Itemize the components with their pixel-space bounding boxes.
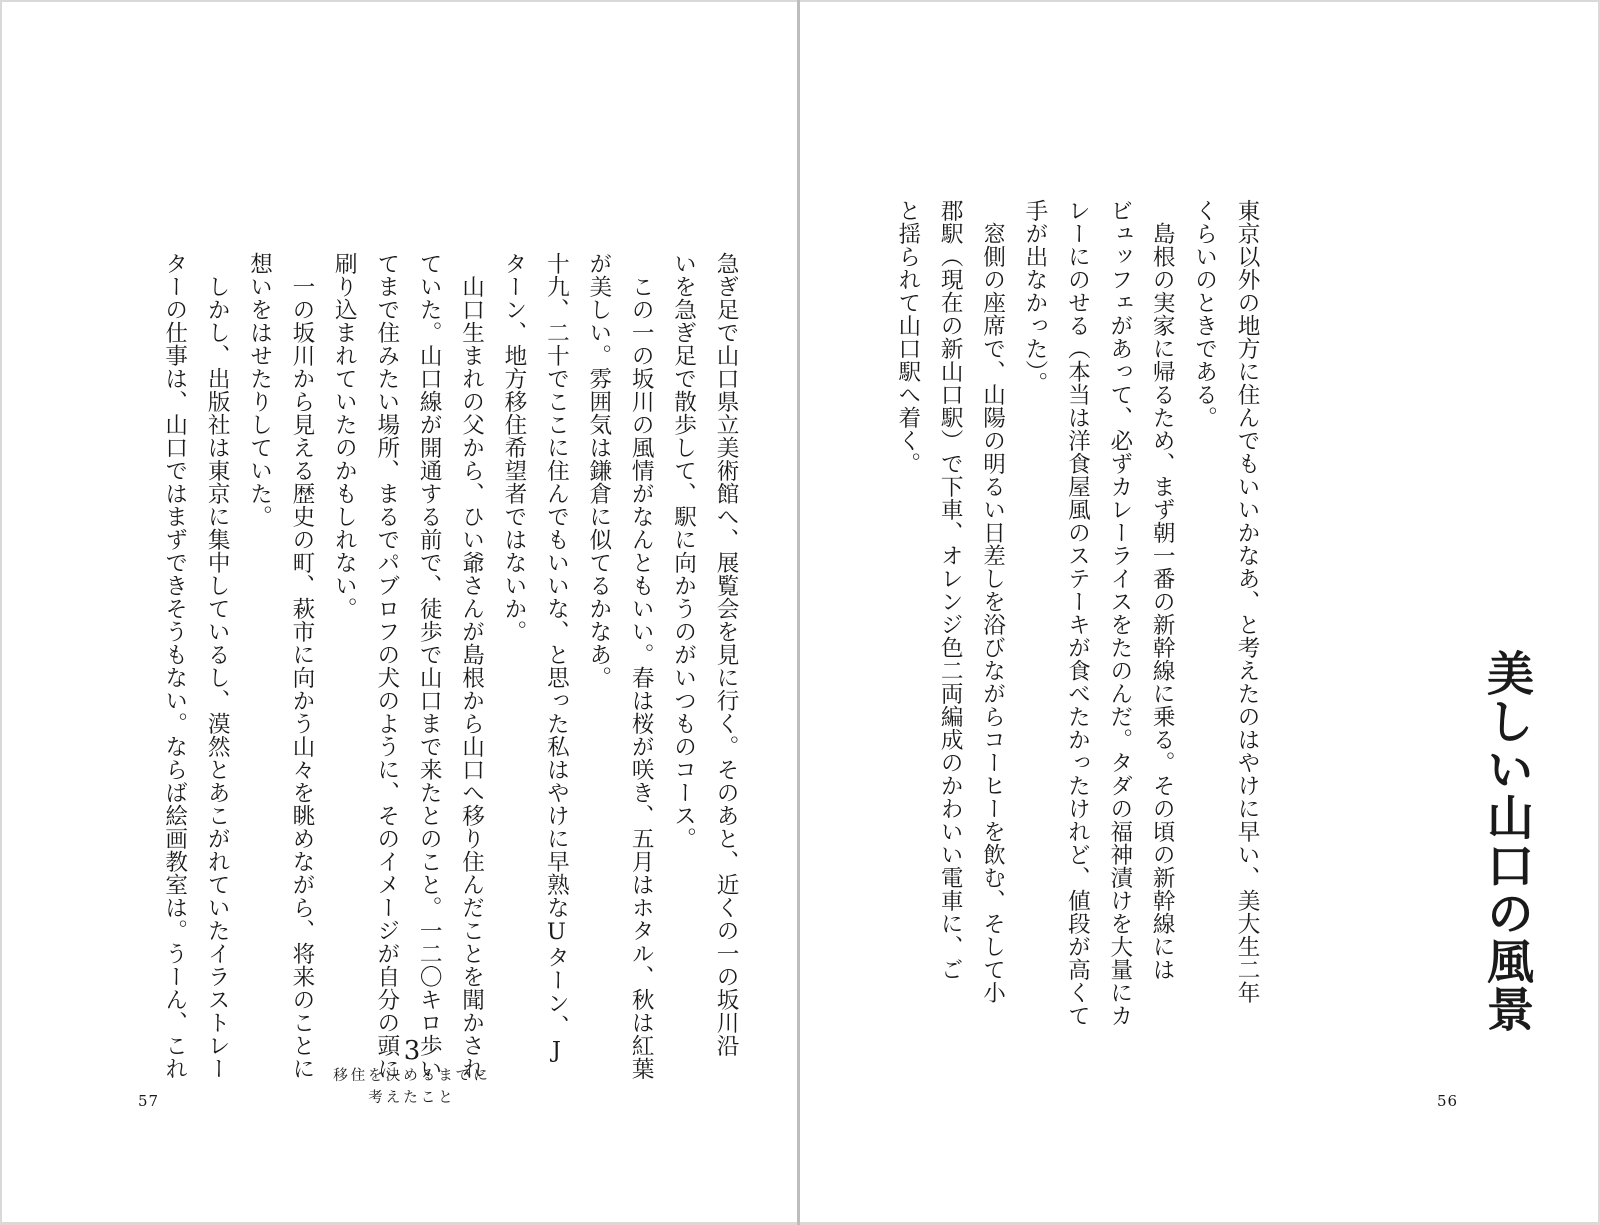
body-line: 手が出なかった）。 (1021, 199, 1048, 395)
body-line: ターの仕事は、山口ではまずできそうもない。ならば絵画教室は。うーん、これ (161, 252, 188, 1080)
right-page-body (886, 199, 1268, 1027)
page-number-left: 57 (138, 1092, 160, 1110)
body-line: 東京以外の地方に住んでもいいかなあ、と考えたのはやけに早い、美大生二年 (1234, 199, 1260, 1004)
body-line: この一の坂川の風情がなんともいい。春は桜が咲き、五月はホタル、秋は紅葉 (628, 252, 655, 1080)
running-chapter-header (332, 1037, 492, 1109)
body-line: が美しい。雰囲気は鎌倉に似てるかなあ。 (585, 252, 612, 689)
body-line: ビュッフェがあって、必ずカレーライスをたのんだ。タダの福神漬けを大量にカ (1106, 199, 1133, 1027)
section-title: 美しい山口の風景 (1479, 649, 1534, 1033)
body-line: と揺られて山口駅へ着く。 (894, 199, 921, 475)
body-line: 一の坂川から見える歴史の町、萩市に向かう山々を眺めながら、将来のことに (288, 252, 315, 1080)
body-line: 想いをはせたりしていた。 (246, 252, 273, 528)
body-line: いを急ぎ足で散歩して、駅に向かうのがいつものコース。 (670, 252, 697, 850)
body-line: 窓側の座席で、山陽の明るい日差しを浴びながらコーヒーを飲む、そして小 (979, 199, 1006, 1004)
chapter-title-line-2: 考えたこと (368, 1090, 456, 1106)
body-line: 急ぎ足で山口県立美術館へ、展覧会を見に行く。そのあと、近くの一の坂川沿 (713, 252, 739, 1057)
page-number-right: 56 (1437, 1092, 1459, 1110)
body-line: くらいのときである。 (1191, 199, 1218, 429)
body-line: しかし、出版社は東京に集中しているし、漠然とあこがれていたイラストレー (204, 252, 231, 1080)
body-line: 島根の実家に帰るため、まず朝一番の新幹線に乗る。その頃の新幹線には (1149, 199, 1176, 981)
chapter-title-line-1: 移住を決めるまでに (333, 1068, 491, 1084)
left-page (2, 2, 797, 1222)
body-line: てまで住みたい場所、まるでパブロフの犬のように、そのイメージが自分の頭に (373, 252, 400, 1080)
body-line: レーにのせる（本当は洋食屋風のステーキが食べたかったけれど、値段が高くて (1064, 199, 1091, 1027)
right-page (800, 2, 1598, 1222)
body-line: 郡駅（現在の新山口駅）で下車、オレンジ色二両編成のかわいい電車に、ご (937, 199, 964, 981)
body-line: 刷り込まれていたのかもしれない。 (331, 252, 358, 620)
body-line: ていた。山口線が開通する前で、徒歩で山口まで来たとのこと。一二〇キロ歩い (416, 252, 443, 1080)
body-line: 山口生まれの父から、ひい爺さんが島根から山口へ移り住んだことを聞かされ (458, 252, 485, 1080)
body-line: ターン、地方移住希望者ではないか。 (500, 252, 527, 643)
chapter-number: 3 (403, 1036, 421, 1066)
body-line: 十九、二十でここに住んでもいいな、と思った私はやけに早熟なUターン、J (543, 252, 570, 1064)
